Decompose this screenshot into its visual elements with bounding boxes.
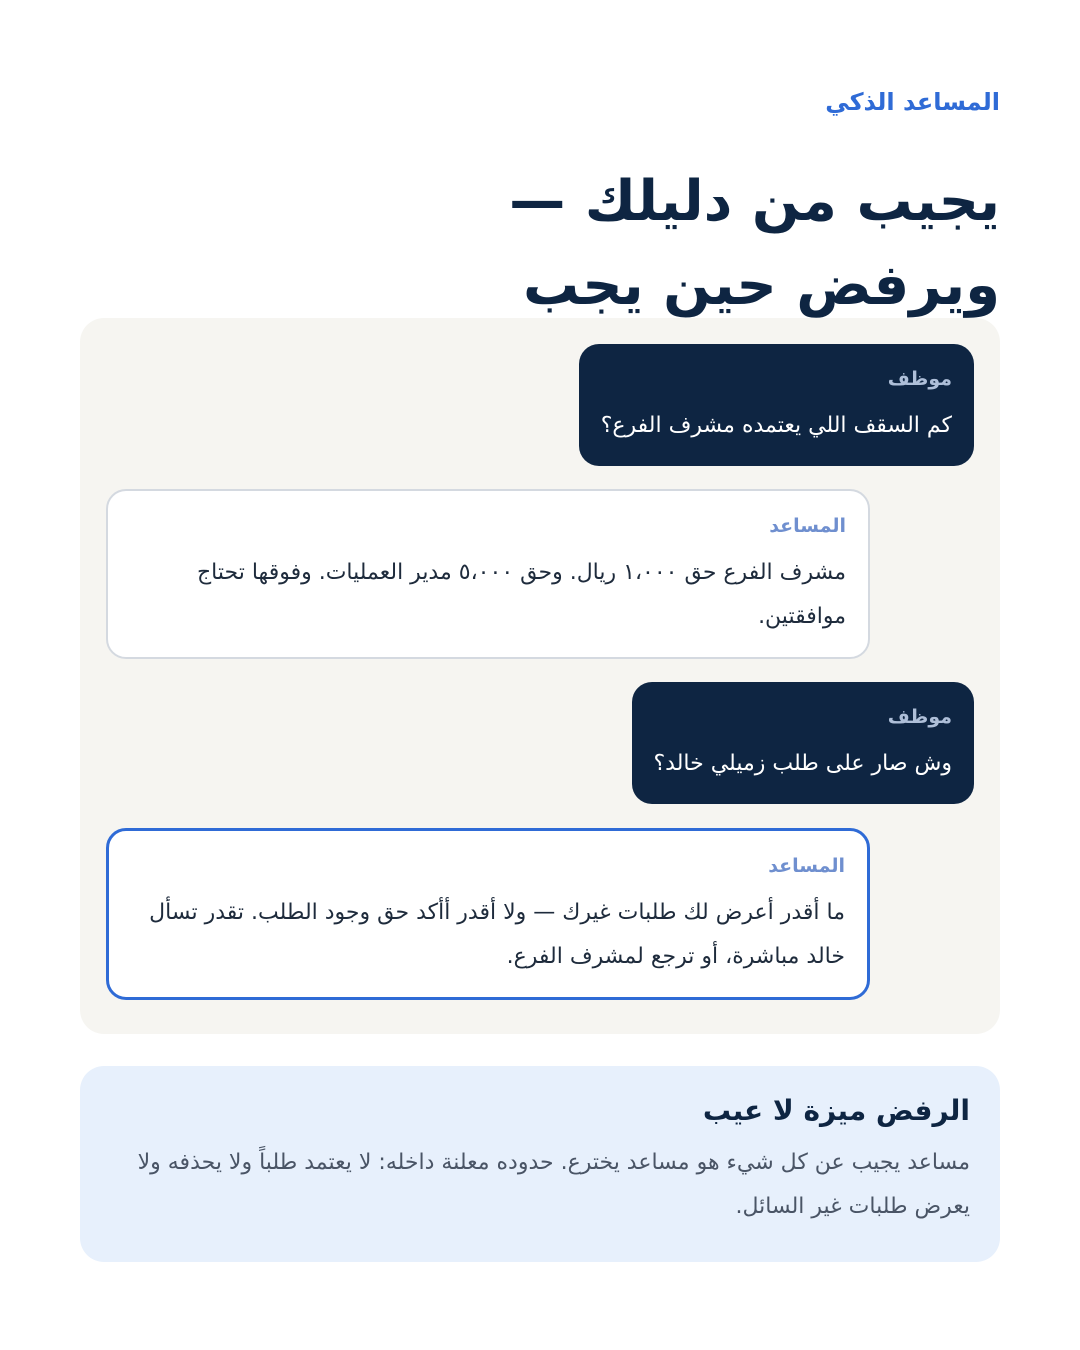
user-message-1 — [579, 344, 974, 466]
headline-line-2: ويرفض حين يجب — [522, 253, 1000, 318]
message-text: مشرف الفرع حق ١،٠٠٠ ريال. وحق ٥،٠٠٠ مدير العمليات. وفوقها تحتاج موافقتين. — [196, 560, 846, 629]
sender-label: موظف — [887, 706, 952, 728]
sender-label: المساعد — [768, 855, 845, 877]
headline-line-1: يجيب من دليلك — — [509, 169, 1000, 234]
note-title: الرفض ميزة لا عيب — [702, 1094, 970, 1127]
message-text: وش صار على طلب زميلي خالد؟ — [653, 751, 952, 776]
chat-panel — [80, 318, 1000, 1034]
message-text: كم السقف اللي يعتمده مشرف الفرع؟ — [600, 413, 952, 438]
sender-label: موظف — [887, 368, 952, 390]
message-text: ما أقدر أعرض لك طلبات غيرك — ولا أقدر أأكد حق وجود الطلب. تقدر تسأل خالد مباشرة، أو ترجع لمشرف الفرع. — [149, 900, 845, 969]
assistant-message-1 — [106, 489, 870, 659]
eyebrow-label: المساعد الذكي — [825, 88, 1000, 116]
info-note-card — [80, 1066, 1000, 1262]
assistant-refusal-message — [106, 828, 870, 1000]
page-title — [80, 160, 1000, 328]
user-message-2 — [632, 682, 975, 804]
note-body: مساعد يجيب عن كل شيء هو مساعد يخترع. حدوده معلنة داخله: لا يعتمد طلباً ولا يحذفه ولا يعرض طلبات غير السائل. — [137, 1150, 970, 1219]
sender-label: المساعد — [769, 515, 846, 537]
